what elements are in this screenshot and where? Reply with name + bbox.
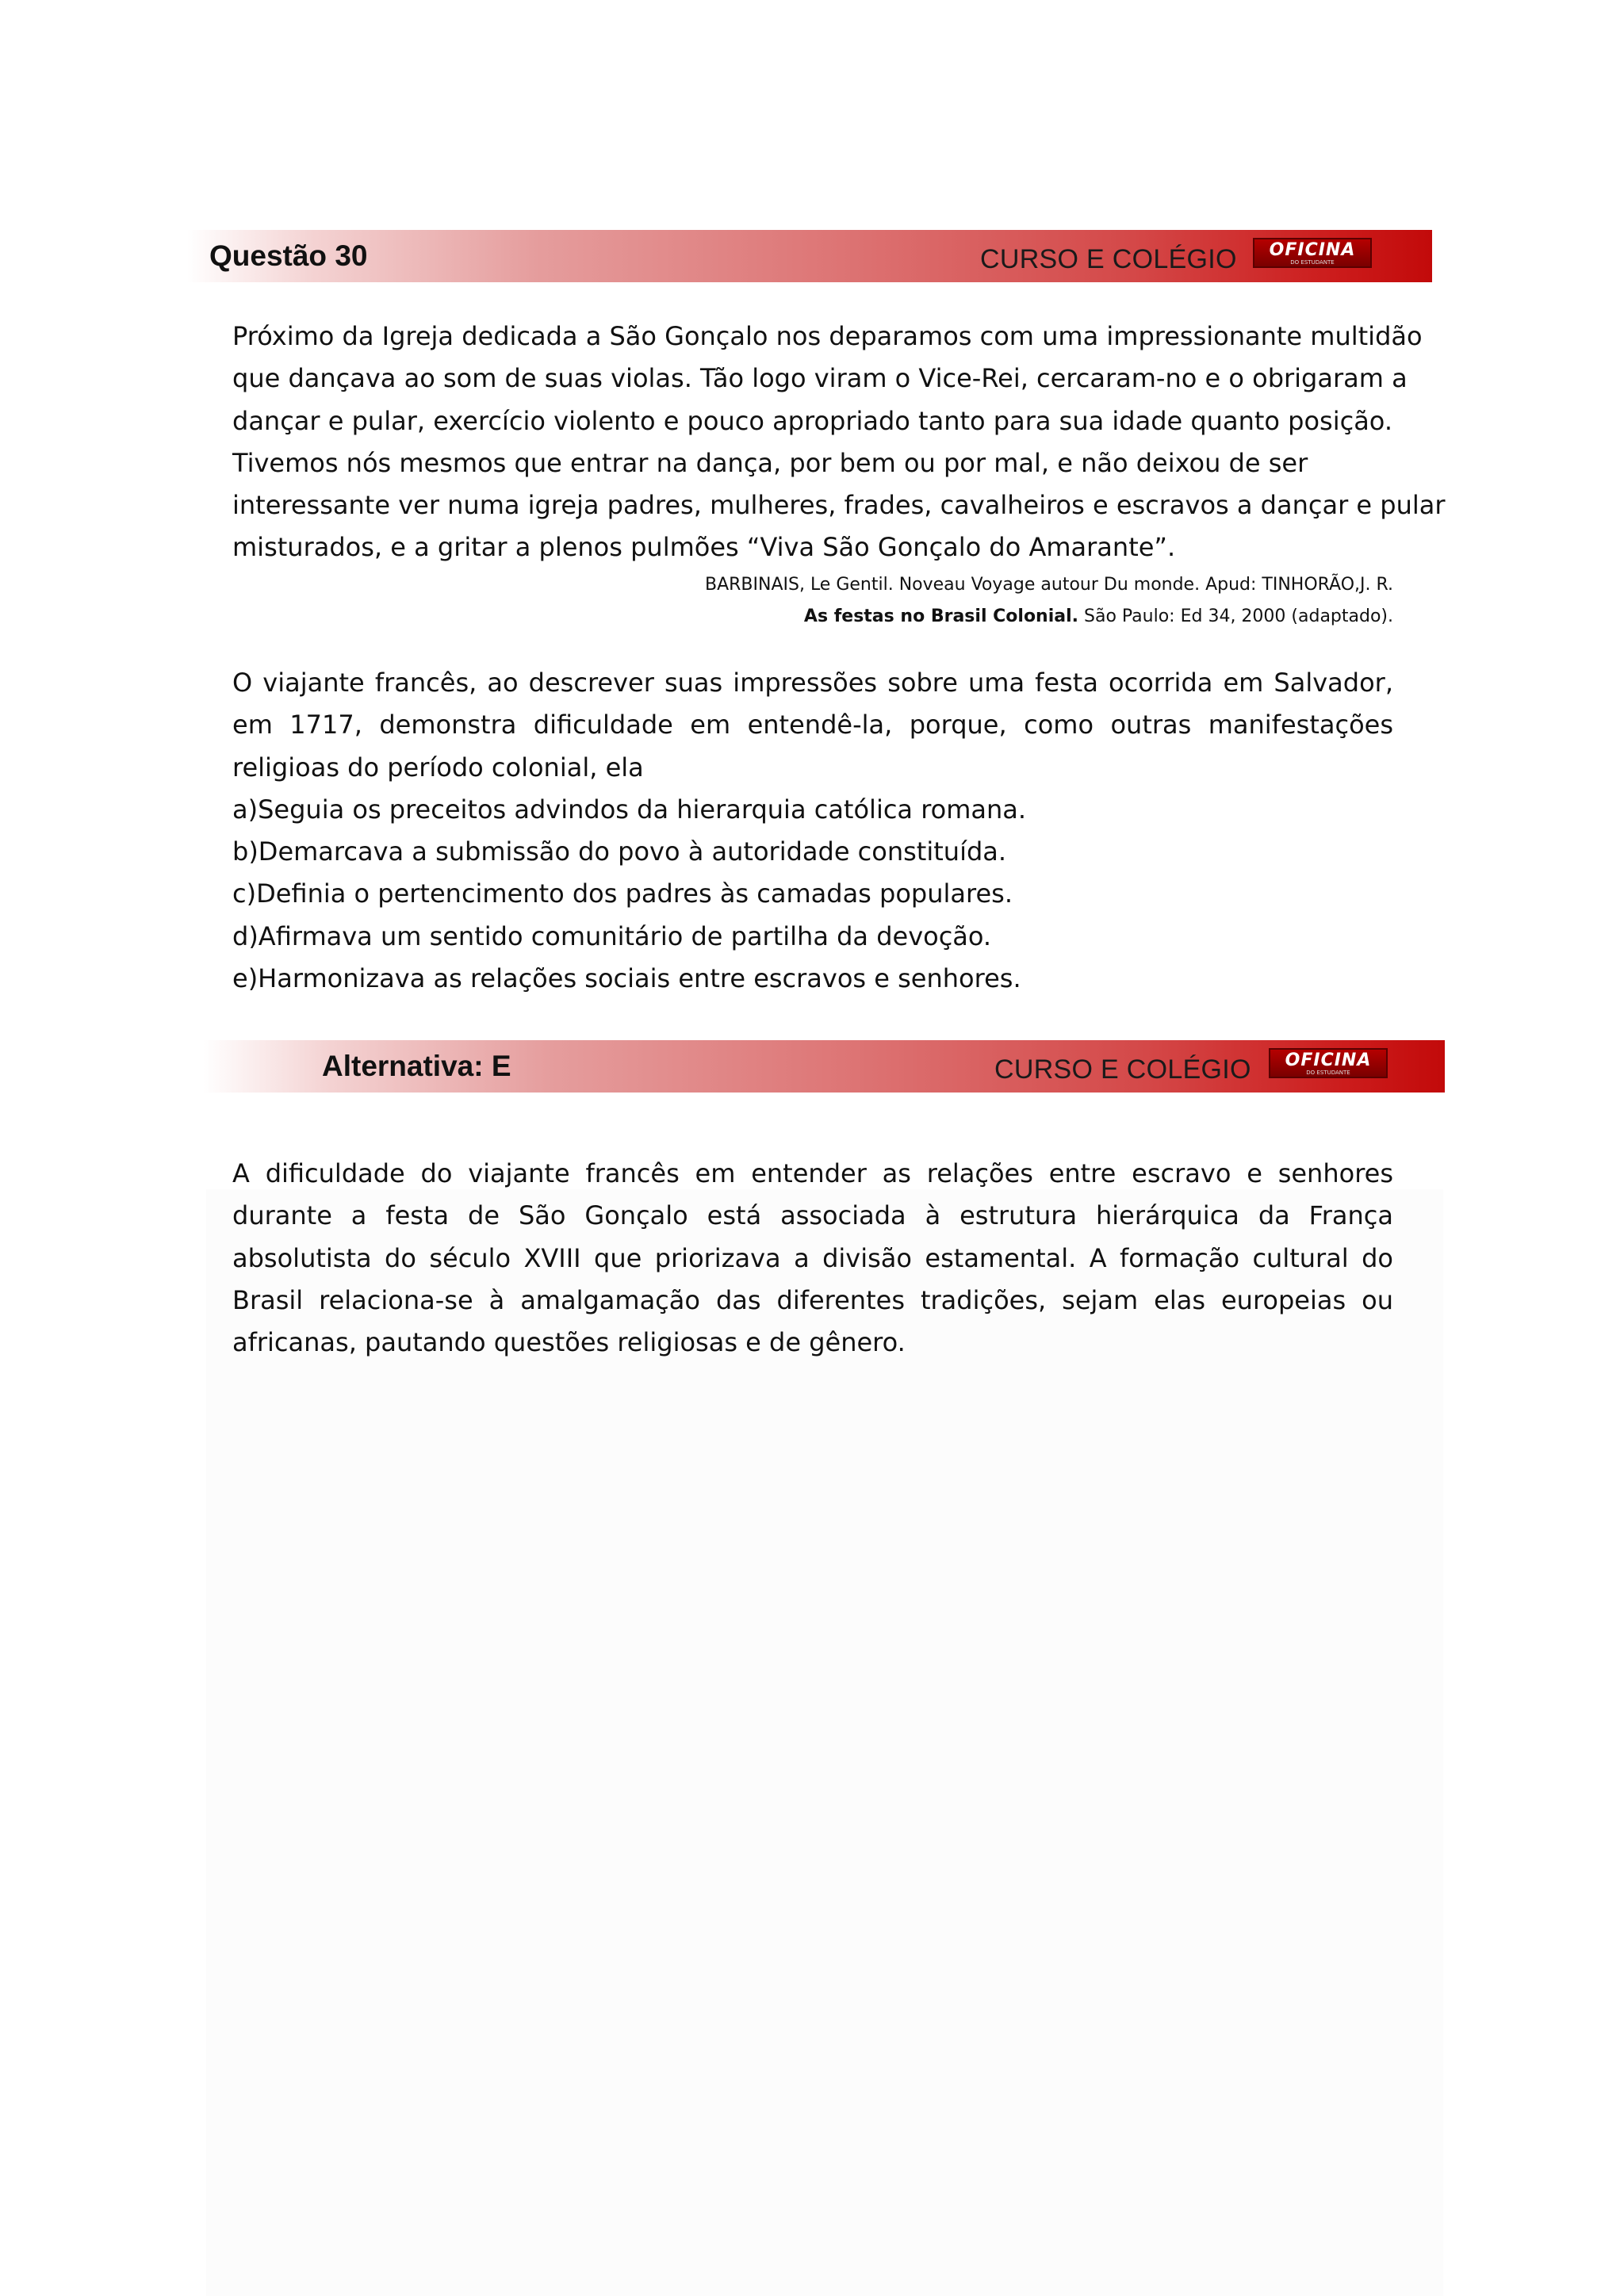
school-name: CURSO E COLÉGIO — [980, 244, 1237, 274]
citation-line-1: BARBINAIS, Le Gentil. Noveau Voyage autour Du monde. Apud: TINHORÃO,J. R. — [704, 575, 1393, 595]
citation-line-2 — [232, 601, 1393, 633]
question-header-bar — [187, 230, 1432, 282]
school-name: CURSO E COLÉGIO — [994, 1054, 1251, 1085]
passage — [232, 316, 1446, 569]
option-a: a)Seguia os preceitos advindos da hierarquia católica romana. — [232, 794, 1027, 825]
citation-publisher: São Paulo: Ed 34, 2000 (adaptado). — [1078, 607, 1393, 626]
question-body — [232, 662, 1393, 1000]
option-c: c)Definia o pertencimento dos padres às camadas populares. — [232, 878, 1013, 909]
oficina-logo — [1269, 1048, 1388, 1078]
question-stem: O viajante francês, ao descrever suas impressões sobre uma festa ocorrida em Salvador, em 1717, demonstra dificuldade em entendê-la, porque, como outras manifestações religioas do período colonial, ela — [232, 668, 1393, 783]
passage-line: dançar e pular, exercício violento e pouco apropriado tanto para sua idade quanto posição. — [232, 405, 1392, 436]
citation — [232, 569, 1393, 633]
logo-subtext: DO ESTUDANTE — [1306, 1070, 1350, 1076]
option-b: b)Demarcava a submissão do povo à autoridade constituída. — [232, 836, 1007, 867]
citation-book-title: As festas no Brasil Colonial. — [803, 607, 1079, 626]
logo-text: OFICINA — [1285, 1050, 1372, 1070]
passage-line: interessante ver numa igreja padres, mulheres, frades, cavalheiros e escravos a dançar e pular — [232, 490, 1446, 521]
passage-line: que dançava ao som de suas violas. Tão logo viram o Vice-Rei, cercaram-no e o obrigaram a — [232, 363, 1408, 394]
logo-subtext: DO ESTUDANTE — [1290, 259, 1335, 266]
logo-text: OFICINA — [1269, 240, 1356, 260]
answer-header-bar — [203, 1040, 1445, 1093]
answer-text: A dificuldade do viajante francês em entender as relações entre escravo e senhores durante a festa de São Gonçalo está associada à estrutura hierárquica da França absolutista do século XVIII que priorizava a divisão estamental. A formação cultural do Brasil relaciona-se à amalgamação das diferentes tradições, sejam elas europeias ou africanas, pautando questões religiosas e de gênero. — [232, 1158, 1393, 1358]
oficina-logo — [1253, 238, 1372, 268]
passage-line: Tivemos nós mesmos que entrar na dança, por bem ou por mal, e não deixou de ser — [232, 447, 1308, 478]
question-number: Questão 30 — [209, 239, 368, 272]
passage-line: misturados, e a gritar a plenos pulmões “Viva São Gonçalo do Amarante”. — [232, 532, 1176, 563]
answer-explanation — [232, 1153, 1393, 1364]
passage-line: Próximo da Igreja dedicada a São Gonçalo nos deparamos com uma impressionante multidão — [232, 321, 1423, 351]
answer-label: Alternativa: E — [322, 1050, 511, 1082]
option-e: e)Harmonizava as relações sociais entre escravos e senhores. — [232, 963, 1021, 994]
option-d: d)Afirmava um sentido comunitário de partilha da devoção. — [232, 920, 992, 951]
